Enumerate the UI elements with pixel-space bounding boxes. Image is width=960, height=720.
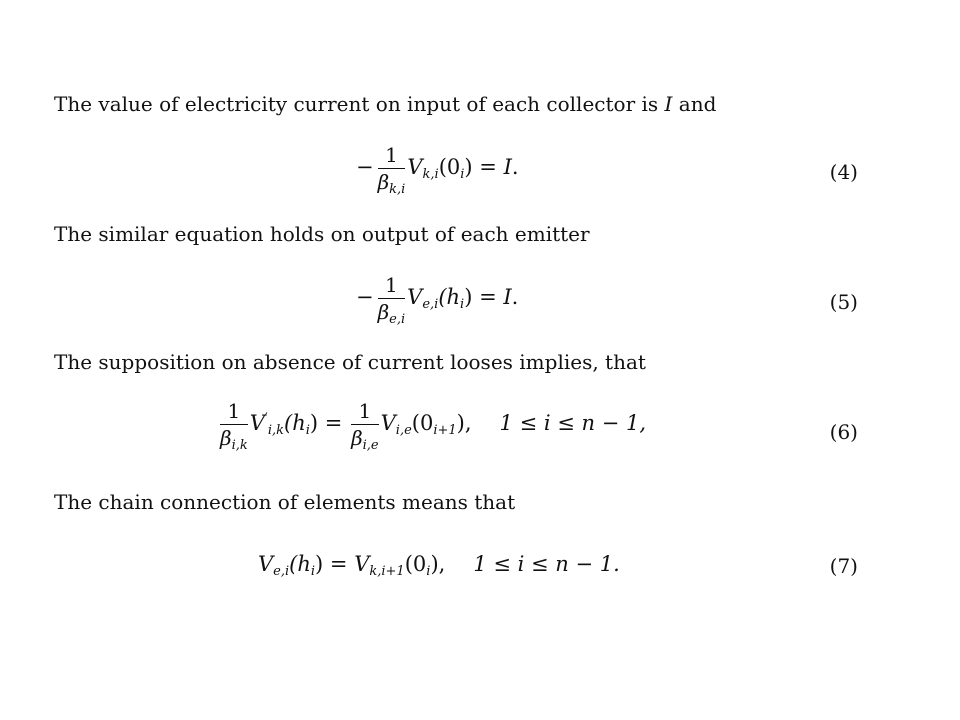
fraction-denominator <box>377 169 406 197</box>
paragraph-collector-current <box>54 92 716 116</box>
argument: (h <box>438 285 461 309</box>
subscript: i,e <box>362 438 379 453</box>
paragraph-chain-connection: The chain connection of elements means that <box>54 490 516 514</box>
current-symbol: I <box>664 92 673 116</box>
minus-sign: − <box>356 285 374 309</box>
subscript: i <box>305 423 310 438</box>
close-paren: ), <box>430 552 446 576</box>
paragraph-text-end: and <box>678 92 717 116</box>
equals: ) = <box>315 552 355 576</box>
paragraph-emitter: The similar equation holds on output of each emitter <box>54 222 590 246</box>
beta-symbol: β <box>351 426 363 450</box>
subscript: i+1 <box>433 423 457 438</box>
subscript: i <box>460 297 465 312</box>
voltage-symbol: V <box>249 411 265 435</box>
fraction-denominator <box>220 425 248 453</box>
fraction-denominator <box>377 299 406 327</box>
current-symbol: I <box>503 285 512 309</box>
condition: 1 ≤ i ≤ n − 1, <box>499 411 647 435</box>
period: . <box>511 285 519 309</box>
argument: (0 <box>404 552 427 576</box>
fraction <box>377 273 406 327</box>
equation-4 <box>356 143 519 197</box>
fraction-denominator <box>351 425 379 453</box>
equation-number: (6) <box>829 420 858 444</box>
argument: (0 <box>438 155 461 179</box>
subscript: k,i <box>389 182 406 197</box>
equals: ) = <box>309 411 350 435</box>
subscript: e,i <box>389 312 406 327</box>
argument: (h <box>289 552 311 576</box>
voltage-symbol: V <box>380 411 396 435</box>
beta-symbol: β <box>377 300 390 324</box>
paragraph-text: The value of electricity current on input of each collector is <box>54 92 659 116</box>
equation-6 <box>218 399 647 453</box>
subscript: i <box>460 167 465 182</box>
fraction-numerator: 1 <box>378 144 406 169</box>
current-symbol: I <box>503 155 512 179</box>
subscript: k,i <box>422 167 439 182</box>
subscript: i,e <box>395 423 412 438</box>
voltage-symbol: V <box>407 285 423 309</box>
equation-number: (7) <box>829 554 858 578</box>
fraction <box>351 399 379 453</box>
fraction-numerator: 1 <box>351 400 379 425</box>
beta-symbol: β <box>377 170 390 194</box>
prime-mark: ′ <box>264 411 268 426</box>
equals: ) = <box>464 285 504 309</box>
equals: ) = <box>464 155 504 179</box>
fraction <box>220 399 248 453</box>
subscript: i <box>426 564 431 579</box>
subscript: e,i <box>422 297 439 312</box>
subscript: k,i+1 <box>369 564 405 579</box>
subscript: i,k <box>267 423 285 438</box>
argument: (h <box>284 411 306 435</box>
equation-5 <box>356 273 519 327</box>
subscript: i <box>310 564 316 579</box>
equation-number: (4) <box>829 160 858 184</box>
voltage-symbol: V <box>258 552 274 576</box>
fraction-numerator: 1 <box>378 274 406 299</box>
minus-sign: − <box>356 155 374 179</box>
fraction-numerator: 1 <box>220 400 248 425</box>
period: . <box>511 155 519 179</box>
argument: (0 <box>411 411 434 435</box>
equation-7 <box>258 552 620 579</box>
voltage-symbol: V <box>354 552 370 576</box>
paragraph-supposition: The supposition on absence of current looses implies, that <box>54 350 646 374</box>
subscript: i,k <box>231 438 248 453</box>
beta-symbol: β <box>220 426 232 450</box>
close-paren: ), <box>456 411 472 435</box>
subscript: e,i <box>273 564 290 579</box>
condition: 1 ≤ i ≤ n − 1. <box>473 552 620 576</box>
voltage-symbol: V <box>407 155 423 179</box>
equation-number: (5) <box>829 290 858 314</box>
fraction <box>377 143 406 197</box>
